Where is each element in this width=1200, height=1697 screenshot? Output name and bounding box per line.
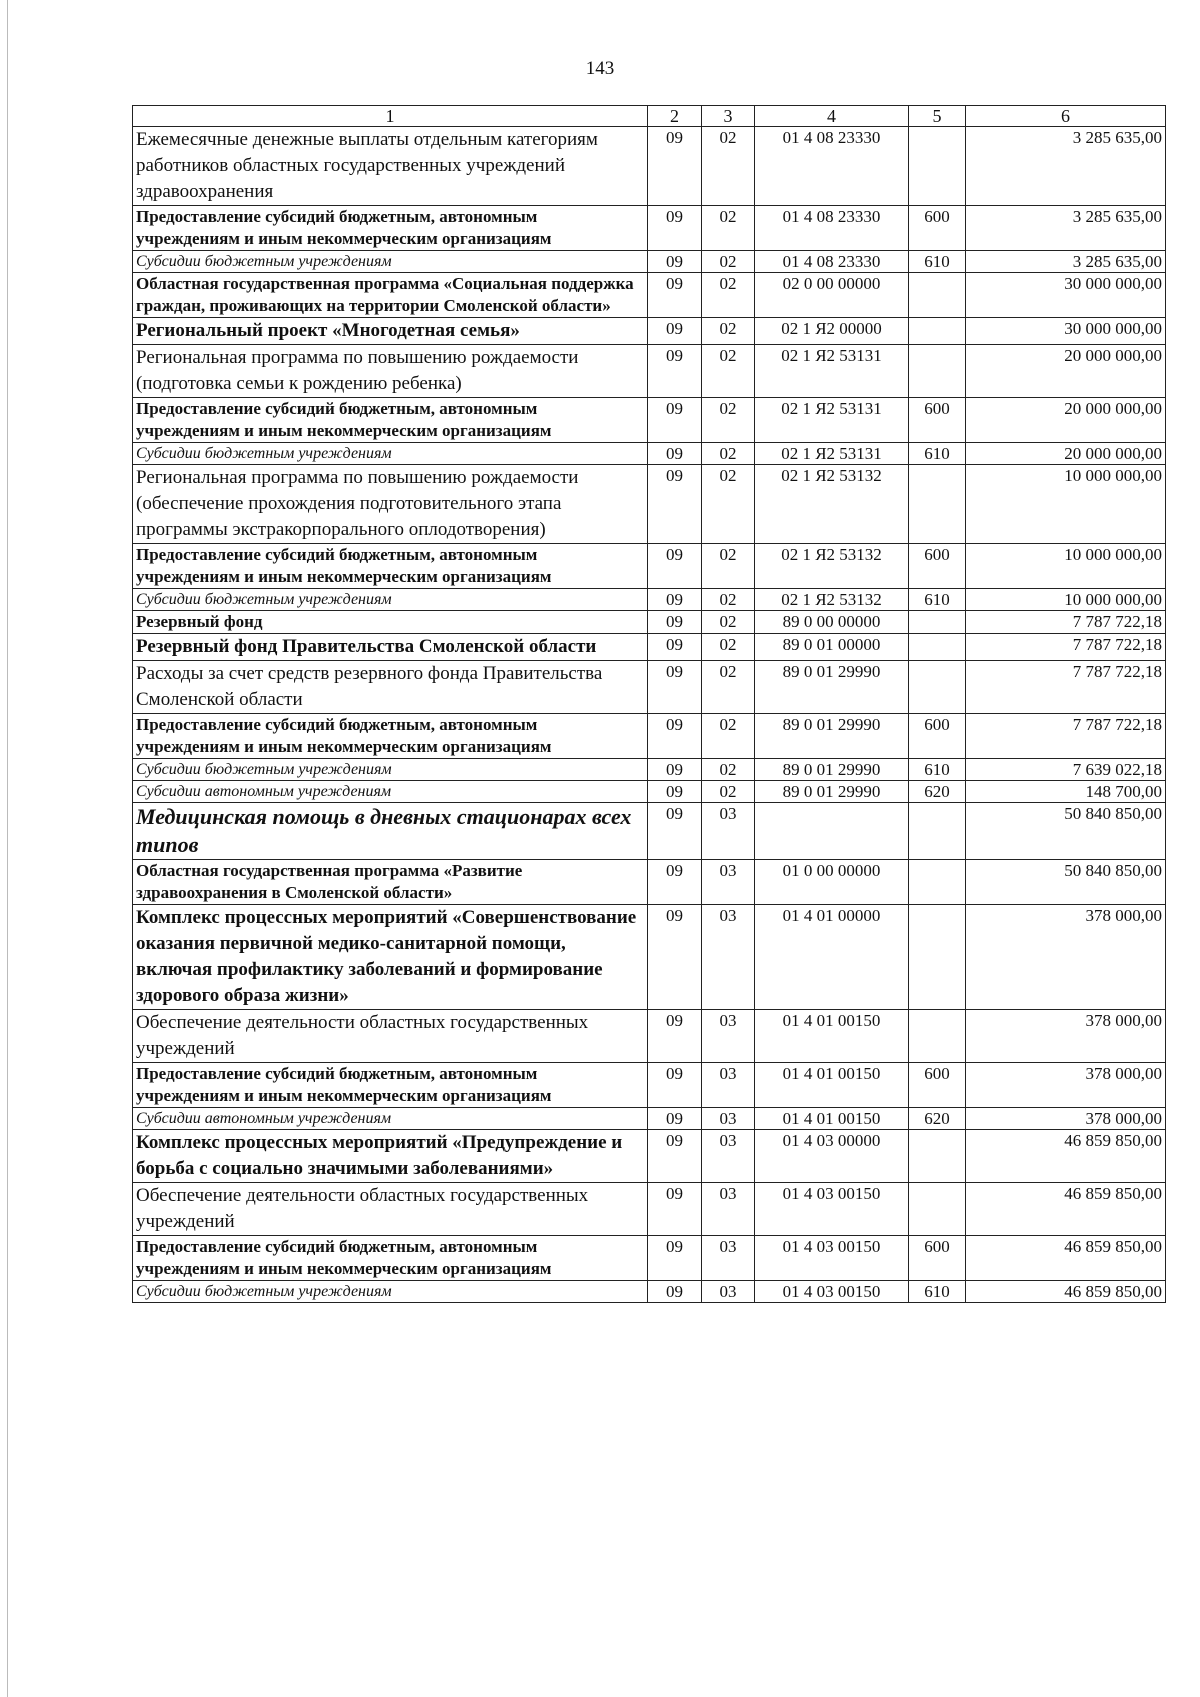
row-name-cell: Предоставление субсидий бюджетным, автономным учреждениям и иным некоммерческим организациям xyxy=(133,1236,648,1281)
row-target-code-cell: 01 4 01 00150 xyxy=(755,1108,909,1130)
row-amount-cell: 46 859 850,00 xyxy=(966,1281,1166,1303)
row-target-code-cell: 01 4 03 00150 xyxy=(755,1183,909,1236)
row-target-code-cell: 02 1 Я2 53132 xyxy=(755,465,909,544)
row-target-code-cell xyxy=(755,803,909,860)
row-name-cell: Медицинская помощь в дневных стационарах всех типов xyxy=(133,803,648,860)
row-target-code-cell: 01 4 08 23330 xyxy=(755,251,909,273)
row-expense-type-cell xyxy=(909,634,966,661)
row-expense-type-cell xyxy=(909,1183,966,1236)
row-name-cell: Субсидии автономным учреждениям xyxy=(133,1108,648,1130)
row-section-cell: 09 xyxy=(648,781,702,803)
row-section-cell: 09 xyxy=(648,318,702,345)
row-target-code-cell: 89 0 01 29990 xyxy=(755,714,909,759)
table-header-row xyxy=(133,106,1166,127)
row-target-code-cell: 02 1 Я2 53132 xyxy=(755,589,909,611)
row-name-cell: Расходы за счет средств резервного фонда Правительства Смоленской области xyxy=(133,661,648,714)
row-expense-type-cell: 600 xyxy=(909,544,966,589)
row-amount-cell: 50 840 850,00 xyxy=(966,803,1166,860)
row-name-cell: Предоставление субсидий бюджетным, автономным учреждениям и иным некоммерческим организациям xyxy=(133,714,648,759)
row-amount-cell: 7 787 722,18 xyxy=(966,661,1166,714)
row-target-code-cell: 89 0 01 29990 xyxy=(755,759,909,781)
row-expense-type-cell xyxy=(909,803,966,860)
table-row xyxy=(133,1010,1166,1063)
row-subsection-cell: 02 xyxy=(702,781,755,803)
table-row xyxy=(133,1183,1166,1236)
row-name-cell: Субсидии бюджетным учреждениям xyxy=(133,443,648,465)
table-row xyxy=(133,1108,1166,1130)
row-name-cell: Региональная программа по повышению рождаемости (подготовка семьи к рождению ребенка) xyxy=(133,345,648,398)
table-row xyxy=(133,589,1166,611)
row-subsection-cell: 03 xyxy=(702,860,755,905)
row-subsection-cell: 02 xyxy=(702,398,755,443)
table-row xyxy=(133,1281,1166,1303)
row-section-cell: 09 xyxy=(648,611,702,634)
row-name-cell: Региональная программа по повышению рождаемости (обеспечение прохождения подготовительного этапа программы экстракорпорального оплодотворения) xyxy=(133,465,648,544)
row-expense-type-cell xyxy=(909,465,966,544)
row-name-cell: Обеспечение деятельности областных государственных учреждений xyxy=(133,1183,648,1236)
row-subsection-cell: 03 xyxy=(702,1108,755,1130)
row-name-cell: Резервный фонд xyxy=(133,611,648,634)
row-name-cell: Ежемесячные денежные выплаты отдельным категориям работников областных государственных учреждений здравоохранения xyxy=(133,127,648,206)
table-row xyxy=(133,206,1166,251)
row-expense-type-cell: 600 xyxy=(909,714,966,759)
table-row xyxy=(133,345,1166,398)
row-subsection-cell: 02 xyxy=(702,714,755,759)
row-amount-cell: 20 000 000,00 xyxy=(966,443,1166,465)
row-amount-cell: 378 000,00 xyxy=(966,1108,1166,1130)
table-row xyxy=(133,443,1166,465)
column-header: 3 xyxy=(702,106,755,127)
row-name-cell: Предоставление субсидий бюджетным, автономным учреждениям и иным некоммерческим организациям xyxy=(133,544,648,589)
row-subsection-cell: 03 xyxy=(702,1010,755,1063)
row-target-code-cell: 89 0 01 29990 xyxy=(755,661,909,714)
row-amount-cell: 46 859 850,00 xyxy=(966,1236,1166,1281)
row-target-code-cell: 01 4 01 00150 xyxy=(755,1063,909,1108)
row-expense-type-cell xyxy=(909,905,966,1010)
table-row xyxy=(133,273,1166,318)
row-target-code-cell: 01 4 08 23330 xyxy=(755,127,909,206)
row-target-code-cell: 89 0 01 29990 xyxy=(755,781,909,803)
row-name-cell: Субсидии бюджетным учреждениям xyxy=(133,251,648,273)
row-section-cell: 09 xyxy=(648,345,702,398)
table-row xyxy=(133,781,1166,803)
row-subsection-cell: 03 xyxy=(702,1183,755,1236)
row-section-cell: 09 xyxy=(648,905,702,1010)
row-amount-cell: 10 000 000,00 xyxy=(966,544,1166,589)
row-expense-type-cell: 610 xyxy=(909,759,966,781)
row-subsection-cell: 02 xyxy=(702,443,755,465)
table-row xyxy=(133,1236,1166,1281)
row-amount-cell: 7 787 722,18 xyxy=(966,714,1166,759)
row-subsection-cell: 02 xyxy=(702,589,755,611)
row-amount-cell: 46 859 850,00 xyxy=(966,1130,1166,1183)
table-row xyxy=(133,1063,1166,1108)
row-subsection-cell: 02 xyxy=(702,273,755,318)
row-amount-cell: 378 000,00 xyxy=(966,1063,1166,1108)
row-expense-type-cell: 610 xyxy=(909,251,966,273)
table-row xyxy=(133,318,1166,345)
table-row xyxy=(133,398,1166,443)
row-target-code-cell: 01 4 03 00000 xyxy=(755,1130,909,1183)
row-name-cell: Комплекс процессных мероприятий «Предупреждение и борьба с социально значимыми заболеваниями» xyxy=(133,1130,648,1183)
row-target-code-cell: 01 4 01 00000 xyxy=(755,905,909,1010)
row-name-cell: Обеспечение деятельности областных государственных учреждений xyxy=(133,1010,648,1063)
row-subsection-cell: 02 xyxy=(702,661,755,714)
table-row xyxy=(133,759,1166,781)
row-name-cell: Резервный фонд Правительства Смоленской области xyxy=(133,634,648,661)
row-amount-cell: 50 840 850,00 xyxy=(966,860,1166,905)
row-amount-cell: 7 787 722,18 xyxy=(966,634,1166,661)
row-name-cell: Региональный проект «Многодетная семья» xyxy=(133,318,648,345)
row-subsection-cell: 02 xyxy=(702,544,755,589)
row-name-cell: Областная государственная программа «Социальная поддержка граждан, проживающих на территории Смоленской области» xyxy=(133,273,648,318)
row-target-code-cell: 01 4 01 00150 xyxy=(755,1010,909,1063)
table-row xyxy=(133,1130,1166,1183)
column-header: 4 xyxy=(755,106,909,127)
row-target-code-cell: 01 4 03 00150 xyxy=(755,1281,909,1303)
row-expense-type-cell: 610 xyxy=(909,1281,966,1303)
row-amount-cell: 7 787 722,18 xyxy=(966,611,1166,634)
row-target-code-cell: 89 0 00 00000 xyxy=(755,611,909,634)
row-section-cell: 09 xyxy=(648,759,702,781)
page-edge-line xyxy=(7,0,8,1697)
row-subsection-cell: 02 xyxy=(702,345,755,398)
row-name-cell: Субсидии бюджетным учреждениям xyxy=(133,1281,648,1303)
row-expense-type-cell xyxy=(909,661,966,714)
column-header: 5 xyxy=(909,106,966,127)
row-expense-type-cell xyxy=(909,273,966,318)
row-expense-type-cell xyxy=(909,860,966,905)
table-row xyxy=(133,251,1166,273)
row-expense-type-cell xyxy=(909,345,966,398)
table-row xyxy=(133,803,1166,860)
row-subsection-cell: 02 xyxy=(702,206,755,251)
row-target-code-cell: 01 0 00 00000 xyxy=(755,860,909,905)
table-row xyxy=(133,127,1166,206)
row-name-cell: Субсидии бюджетным учреждениям xyxy=(133,759,648,781)
row-name-cell: Комплекс процессных мероприятий «Совершенствование оказания первичной медико-санитарной помощи, включая профилактику заболеваний и формирование здорового образа жизни» xyxy=(133,905,648,1010)
row-section-cell: 09 xyxy=(648,443,702,465)
row-section-cell: 09 xyxy=(648,544,702,589)
row-amount-cell: 3 285 635,00 xyxy=(966,127,1166,206)
row-expense-type-cell xyxy=(909,318,966,345)
row-amount-cell: 3 285 635,00 xyxy=(966,251,1166,273)
row-amount-cell: 20 000 000,00 xyxy=(966,345,1166,398)
table-row xyxy=(133,544,1166,589)
row-section-cell: 09 xyxy=(648,1108,702,1130)
column-header: 6 xyxy=(966,106,1166,127)
row-target-code-cell: 01 4 08 23330 xyxy=(755,206,909,251)
row-subsection-cell: 02 xyxy=(702,759,755,781)
row-section-cell: 09 xyxy=(648,803,702,860)
row-subsection-cell: 02 xyxy=(702,251,755,273)
row-subsection-cell: 02 xyxy=(702,465,755,544)
row-section-cell: 09 xyxy=(648,251,702,273)
row-target-code-cell: 02 1 Я2 53131 xyxy=(755,345,909,398)
table-row xyxy=(133,634,1166,661)
row-amount-cell: 20 000 000,00 xyxy=(966,398,1166,443)
table-row xyxy=(133,714,1166,759)
row-amount-cell: 30 000 000,00 xyxy=(966,318,1166,345)
row-section-cell: 09 xyxy=(648,206,702,251)
row-subsection-cell: 03 xyxy=(702,1281,755,1303)
row-expense-type-cell xyxy=(909,1130,966,1183)
row-amount-cell: 10 000 000,00 xyxy=(966,465,1166,544)
row-expense-type-cell: 600 xyxy=(909,1063,966,1108)
row-subsection-cell: 02 xyxy=(702,318,755,345)
row-amount-cell: 30 000 000,00 xyxy=(966,273,1166,318)
row-name-cell: Субсидии бюджетным учреждениям xyxy=(133,589,648,611)
row-amount-cell: 10 000 000,00 xyxy=(966,589,1166,611)
table-row xyxy=(133,465,1166,544)
row-expense-type-cell: 620 xyxy=(909,1108,966,1130)
row-section-cell: 09 xyxy=(648,1130,702,1183)
row-section-cell: 09 xyxy=(648,398,702,443)
row-expense-type-cell xyxy=(909,127,966,206)
row-name-cell: Областная государственная программа «Развитие здравоохранения в Смоленской области» xyxy=(133,860,648,905)
row-section-cell: 09 xyxy=(648,1010,702,1063)
row-subsection-cell: 02 xyxy=(702,127,755,206)
row-expense-type-cell: 620 xyxy=(909,781,966,803)
row-section-cell: 09 xyxy=(648,1236,702,1281)
row-section-cell: 09 xyxy=(648,1281,702,1303)
row-name-cell: Предоставление субсидий бюджетным, автономным учреждениям и иным некоммерческим организациям xyxy=(133,206,648,251)
table-body xyxy=(133,127,1166,1303)
row-subsection-cell: 03 xyxy=(702,1063,755,1108)
row-subsection-cell: 02 xyxy=(702,611,755,634)
row-section-cell: 09 xyxy=(648,127,702,206)
row-section-cell: 09 xyxy=(648,634,702,661)
row-section-cell: 09 xyxy=(648,589,702,611)
row-target-code-cell: 02 0 00 00000 xyxy=(755,273,909,318)
row-amount-cell: 148 700,00 xyxy=(966,781,1166,803)
row-subsection-cell: 03 xyxy=(702,905,755,1010)
row-amount-cell: 46 859 850,00 xyxy=(966,1183,1166,1236)
row-subsection-cell: 02 xyxy=(702,634,755,661)
row-name-cell: Предоставление субсидий бюджетным, автономным учреждениям и иным некоммерческим организациям xyxy=(133,398,648,443)
table-row xyxy=(133,661,1166,714)
row-amount-cell: 378 000,00 xyxy=(966,1010,1166,1063)
table-row xyxy=(133,611,1166,634)
row-subsection-cell: 03 xyxy=(702,803,755,860)
row-expense-type-cell: 610 xyxy=(909,443,966,465)
row-amount-cell: 7 639 022,18 xyxy=(966,759,1166,781)
row-section-cell: 09 xyxy=(648,714,702,759)
row-expense-type-cell: 610 xyxy=(909,589,966,611)
row-section-cell: 09 xyxy=(648,1063,702,1108)
row-expense-type-cell: 600 xyxy=(909,1236,966,1281)
row-section-cell: 09 xyxy=(648,1183,702,1236)
row-amount-cell: 3 285 635,00 xyxy=(966,206,1166,251)
row-name-cell: Предоставление субсидий бюджетным, автономным учреждениям и иным некоммерческим организациям xyxy=(133,1063,648,1108)
row-target-code-cell: 02 1 Я2 00000 xyxy=(755,318,909,345)
row-section-cell: 09 xyxy=(648,465,702,544)
budget-table xyxy=(132,105,1166,1303)
row-section-cell: 09 xyxy=(648,860,702,905)
row-subsection-cell: 03 xyxy=(702,1236,755,1281)
table-row xyxy=(133,905,1166,1010)
row-expense-type-cell: 600 xyxy=(909,398,966,443)
row-subsection-cell: 03 xyxy=(702,1130,755,1183)
table-row xyxy=(133,860,1166,905)
page-number: 143 xyxy=(585,58,615,79)
row-section-cell: 09 xyxy=(648,661,702,714)
column-header: 2 xyxy=(648,106,702,127)
row-expense-type-cell xyxy=(909,611,966,634)
row-target-code-cell: 02 1 Я2 53131 xyxy=(755,443,909,465)
row-section-cell: 09 xyxy=(648,273,702,318)
row-amount-cell: 378 000,00 xyxy=(966,905,1166,1010)
column-header: 1 xyxy=(133,106,648,127)
row-expense-type-cell: 600 xyxy=(909,206,966,251)
row-target-code-cell: 02 1 Я2 53132 xyxy=(755,544,909,589)
row-target-code-cell: 89 0 01 00000 xyxy=(755,634,909,661)
row-name-cell: Субсидии автономным учреждениям xyxy=(133,781,648,803)
row-target-code-cell: 02 1 Я2 53131 xyxy=(755,398,909,443)
row-target-code-cell: 01 4 03 00150 xyxy=(755,1236,909,1281)
row-expense-type-cell xyxy=(909,1010,966,1063)
